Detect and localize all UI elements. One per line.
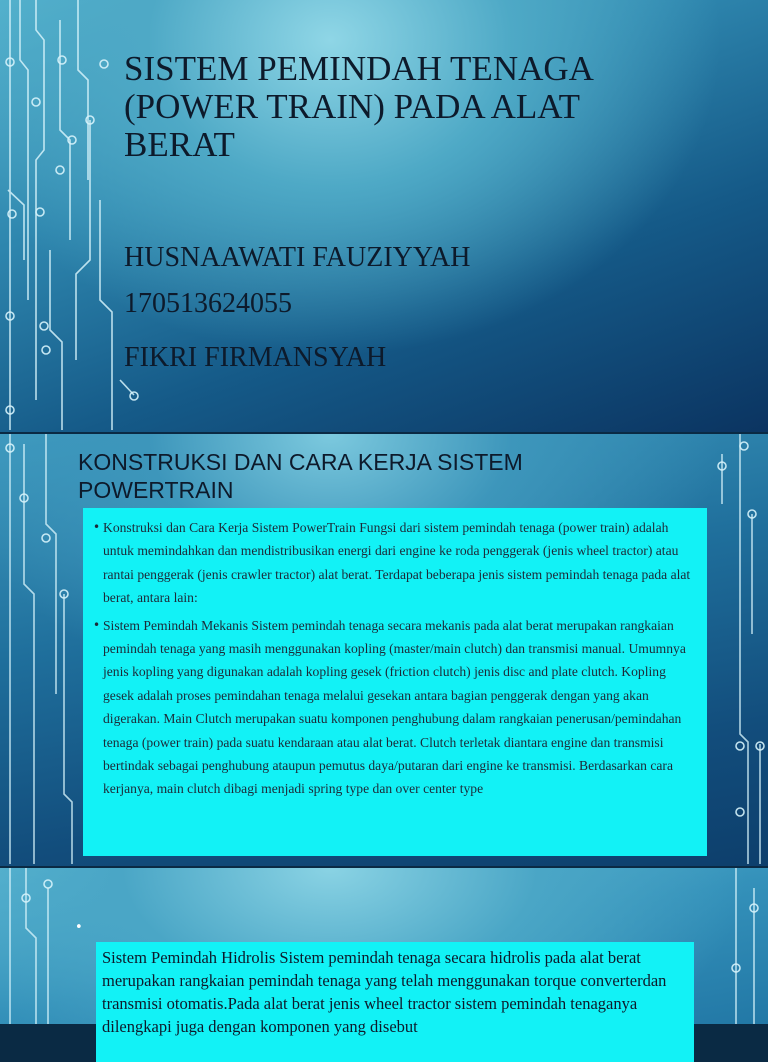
bullet-item	[93, 614, 699, 801]
slide-2-content	[0, 434, 768, 866]
section-title: KONSTRUKSI DAN CARA KERJA SISTEM POWERTRAIN	[78, 449, 523, 503]
slide-3-content	[0, 868, 768, 1036]
bullet-text: Sistem Pemindah Mekanis Sistem pemindah tenaga secara mekanis pada alat berat merupakan rangkaian pemindah tenaga yang masih menggunakan kopling (master/main clutch) dan transmisi manual. Umumnya jenis kopling yang digunakan adalah kopling gesek (friction clutch) jenis disc and plate clutch. Kopling gesek adalah proses pemindahan tenaga melalui gesekan antara bagian penggerak dengan yang akan digerakan. Main Clutch merupakan suatu komponen penghubung dalam rangkaian penerusan/pemindahan tenaga (power train) pada suatu kendaraan atau alat berat. Clutch terletak diantara engine dan transmisi bertindak sebagai penghubung ataupun pemutus daya/putaran dari engine ke transmisi. Berdasarkan cara kerjanya, main clutch dibagi menjadi spring type dan over center type	[103, 617, 686, 797]
bullet-item	[93, 516, 699, 610]
author-name-2: FIKRI FIRMANSYAH	[124, 342, 387, 373]
content-text-box	[83, 508, 707, 856]
bullet-text: Konstruksi dan Cara Kerja Sistem PowerTrain Fungsi dari sistem pemindah tenaga (power train) adalah untuk memindahkan dan mendistribusikan energi dari engine ke roda penggerak (jenis wheel tractor) atau rantai penggerak (jenis crawler tractor) alat berat. Terdapat beberapa jenis sistem pemindah tenaga pada alat berat, antara lain:	[103, 520, 691, 606]
author-id-1: 170513624055	[124, 288, 292, 319]
bullet-icon: •	[75, 920, 83, 935]
bullet-icon: •	[93, 617, 101, 632]
content-text-box: Sistem Pemindah Hidrolis Sistem pemindah tenaga secara hidrolis pada alat berat merupakan rangkaian pemindah tenaga yang telah menggunakan torque converterdan transmisi otomatis.Pada alat berat jenis wheel tractor sistem pemindah tenaganya dilengkapi juga dengan komponen yang disebut	[96, 942, 694, 1062]
slide-1-title	[0, 0, 768, 432]
presentation-title: SISTEM PEMINDAH TENAGA (POWER TRAIN) PADA ALAT BERAT	[124, 49, 592, 164]
author-name-1: HUSNAAWATI FAUZIYYAH	[124, 242, 471, 273]
bullet-icon: •	[93, 520, 101, 534]
